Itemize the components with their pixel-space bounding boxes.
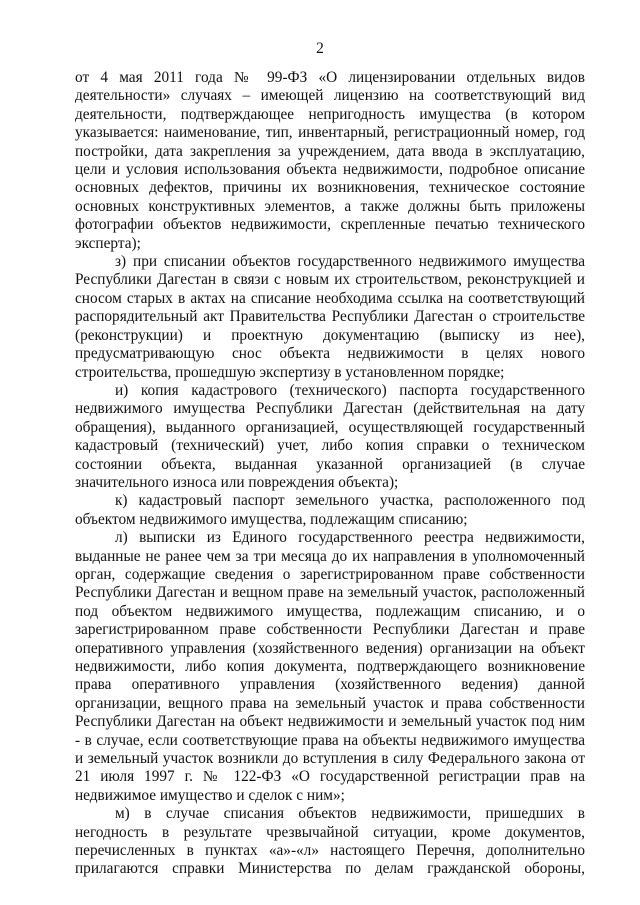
paragraph-continuation: от 4 мая 2011 года № 99-ФЗ «О лицензировании отдельных видов деятельности» случаях – имеющей лицензию на соответствующий вид деятельности, подтверждающее непригодность имущества (в котором указывается: наименование, тип, инвентарный, регистрационный номер, год постройки, дата закрепления за учреждением, дата ввода в эксплуатацию, цели и условия использования объекта недвижимости, подробное описание основных дефектов, причины их возникновения, техническое состояние основных конструктивных элементов, а также должны быть приложены фотографии объектов недвижимости, скрепленные печатью технического эксперта); [75,69,585,252]
document-body [75,69,585,879]
paragraph-item-k: к) кадастровый паспорт земельного участка, расположенного под объектом недвижимого имущества, подлежащим списанию; [75,492,585,528]
paragraph-item-z: з) при списании объектов государственного недвижимого имущества Республики Дагестан в связи с новым их строительством, реконструкцией и сносом старых в актах на списание необходима ссылка на соответствующий распорядительный акт Правительства Республики Дагестан о строительстве (реконструкции) и проектную документацию (выписку из нее), предусматривающую снос объекта недвижимости в целях нового строительства, прошедшую экспертизу в установленном порядке; [75,253,585,381]
paragraph-item-m: м) в случае списания объектов недвижимости, пришедших в негодность в результате чрезвычайной ситуации, кроме документов, перечисленных в пунктах «а»-«л» настоящего Перечня, дополнительно прилагаются справки Министерства по делам гражданской обороны, [75,805,585,878]
paragraph-item-i: и) копия кадастрового (технического) паспорта государственного недвижимого имущества Республики Дагестан (действительная на дату обращения), выданного организацией, осуществляющей государственный кадастровый (технический) учет, либо копия справки о техническом состоянии объекта, выданная указанной организацией (в случае значительного износа или повреждения объекта); [75,381,585,491]
paragraph-item-l: л) выписки из Единого государственного реестра недвижимости, выданные не ранее чем за три месяца до их направления в уполномоченный орган, содержащие сведения о зарегистрированном праве собственности Республики Дагестан и вещном праве на земельный участок, расположенный под объектом недвижимого имущества, подлежащим списанию, и о зарегистрированном праве собственности Республики Дагестан и праве оперативного управления (хозяйственного ведения) организации на объект недвижимости, либо копия документа, подтверждающего возникновение права оперативного управления (хозяйственного ведения) данной организации, вещного права на земельный участок и права собственности Республики Дагестан на объект недвижимости и земельный участок под ним - в случае, если соответствующие права на объекты недвижимого имущества и земельный участок возникли до вступления в силу Федерального закона от 21 июля 1997 г. № 122-ФЗ «О государственной регистрации прав на недвижимое имущество и сделок с ним»; [75,529,585,804]
page-number: 2 [316,40,324,57]
